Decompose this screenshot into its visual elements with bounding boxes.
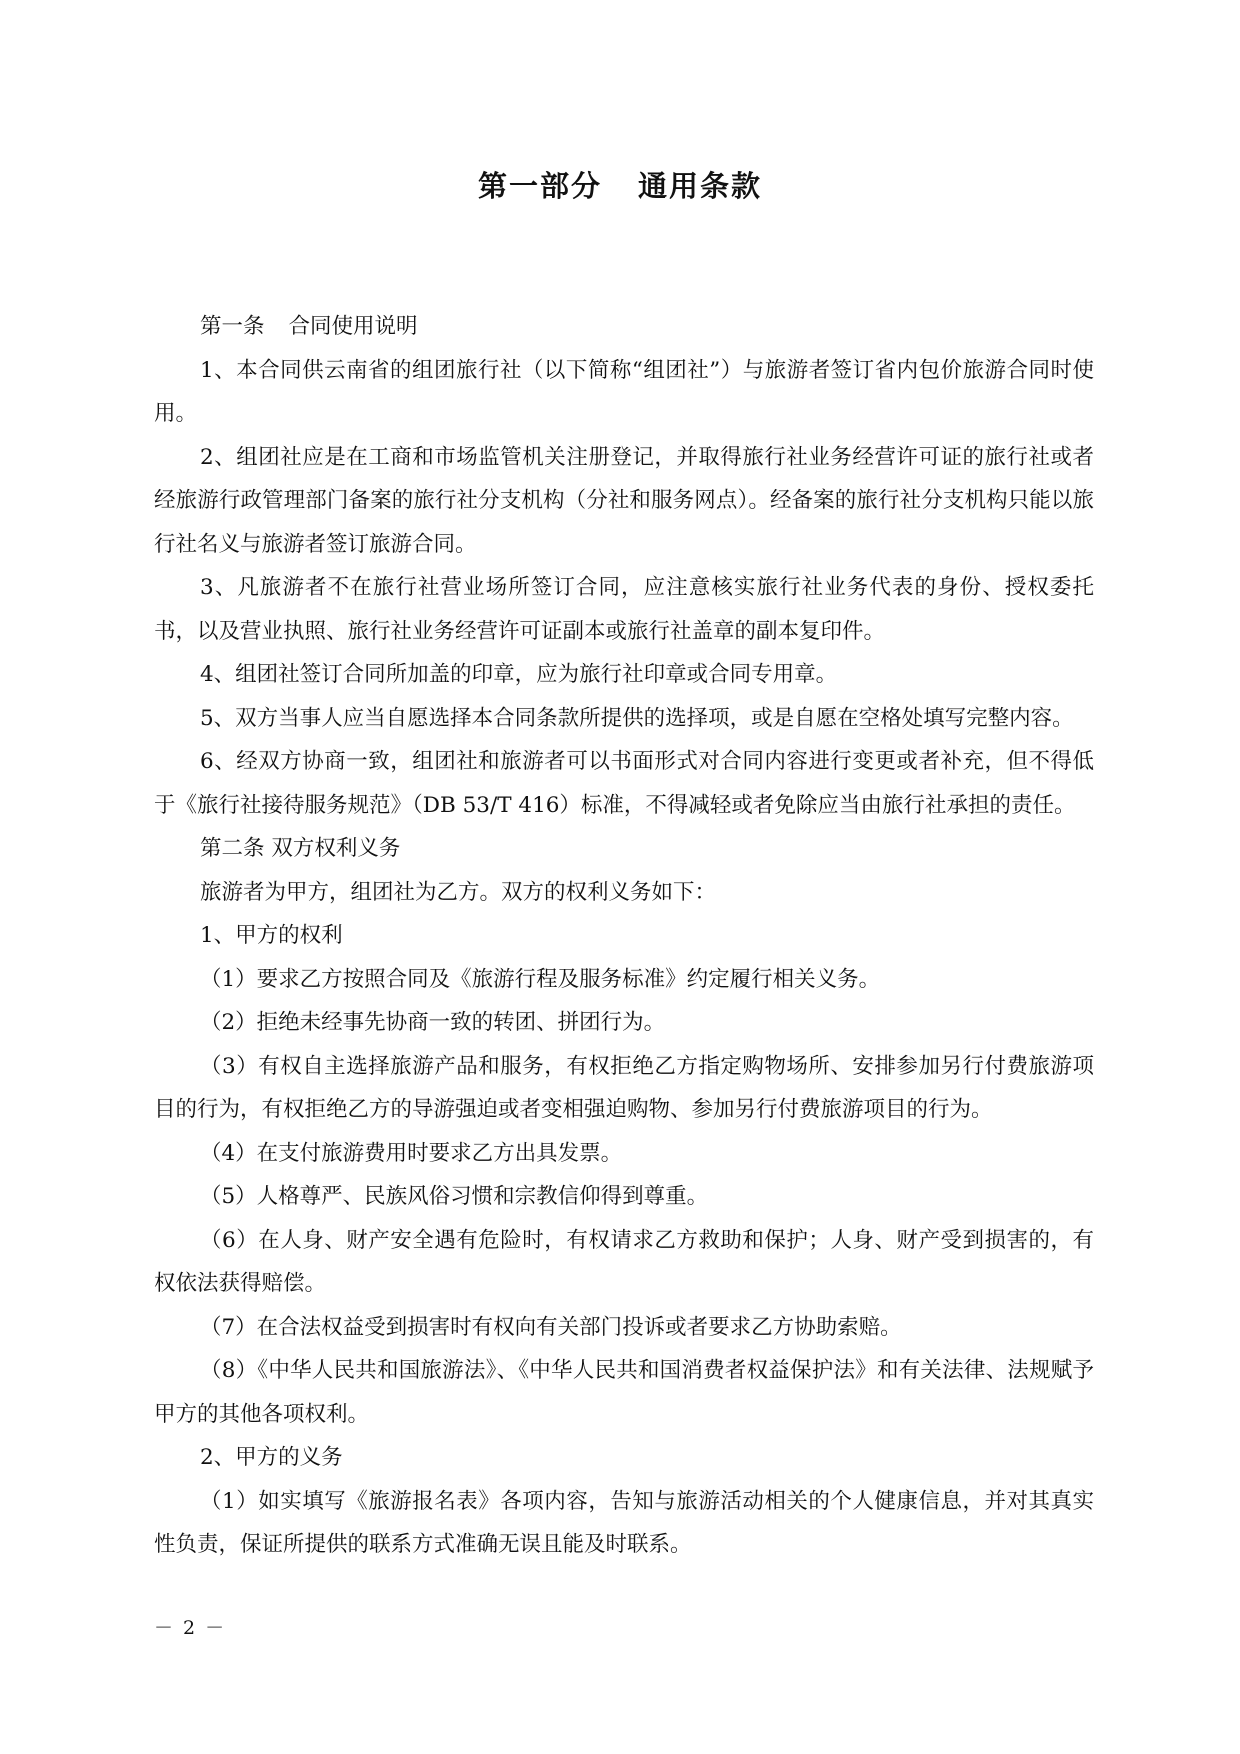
party-a-right-1: （1）要求乙方按照合同及《旅游行程及服务标准》约定履行相关义务。 — [200, 966, 881, 992]
party-a-obligation-1: （1）如实填写《旅游报名表》各项内容，告知与旅游活动相关的个人健康信息，并对其真实性负责，保证所提供的联系方式准确无误且能及时联系。 — [154, 1488, 1094, 1557]
article-1-clause-3: 3、凡旅游者不在旅行社营业场所签订合同，应注意核实旅行社业务代表的身份、授权委托书，以及营业执照、旅行社业务经营许可证副本或旅行社盖章的副本复印件。 — [154, 575, 1094, 644]
party-a-rights-heading: 1、甲方的权利 — [200, 923, 343, 948]
page-title — [0, 166, 1240, 206]
article-1-clause-6: 6、经双方协商一致，组团社和旅游者可以书面形式对合同内容进行变更或者补充，但不得低于《旅行社接待服务规范》（DB 53/T 416）标准，不得减轻或者免除应当由旅行社承担的责任。 — [154, 749, 1094, 818]
article-1-clause-4: 4、组团社签订合同所加盖的印章，应为旅行社印章或合同专用章。 — [200, 662, 838, 687]
article-1-title: 合同使用说明 — [288, 314, 418, 339]
document-body — [154, 305, 1094, 1567]
party-a-right-4: （4）在支付旅游费用时要求乙方出具发票。 — [200, 1140, 623, 1166]
party-a-right-2: （2）拒绝未经事先协商一致的转团、拼团行为。 — [200, 1010, 666, 1035]
article-1-clause-2: 2、组团社应是在工商和市场监管机关注册登记，并取得旅行社业务经营许可证的旅行社或者经旅游行政管理部门备案的旅行社分支机构（分社和服务网点）。经备案的旅行社分支机构只能以旅行社名义与旅游者签订旅游合同。 — [154, 444, 1094, 557]
title-name: 通用条款 — [638, 169, 763, 203]
party-a-obligations-heading: 2、甲方的义务 — [200, 1445, 343, 1470]
party-a-right-5: （5）人格尊严、民族风俗习惯和宗教信仰得到尊重。 — [200, 1184, 709, 1209]
page-number: － 2 － — [154, 1617, 227, 1639]
title-part: 第一部分 — [477, 169, 602, 203]
article-2-intro: 旅游者为甲方，组团社为乙方。双方的权利义务如下： — [200, 879, 717, 905]
party-a-right-8: （8）《中华人民共和国旅游法》、《中华人民共和国消费者权益保护法》和有关法律、法规赋予甲方的其他各项权利。 — [154, 1358, 1094, 1427]
party-a-right-7: （7）在合法权益受到损害时有权向有关部门投诉或者要求乙方协助索赔。 — [200, 1314, 902, 1340]
article-1-clause-5: 5、双方当事人应当自愿选择本合同条款所提供的选择项，或是自愿在空格处填写完整内容。 — [200, 705, 1074, 731]
article-1-clause-1: 1、本合同供云南省的组团旅行社（以下简称“组团社”）与旅游者签订省内包价旅游合同时使用。 — [154, 357, 1094, 426]
article-1-number: 第一条 — [200, 314, 265, 339]
party-a-right-6: （6）在人身、财产安全遇有危险时，有权请求乙方救助和保护；人身、财产受到损害的，有权依法获得赔偿。 — [154, 1227, 1094, 1296]
article-2-heading: 第二条 双方权利义务 — [200, 836, 401, 861]
party-a-right-3: （3）有权自主选择旅游产品和服务，有权拒绝乙方指定购物场所、安排参加另行付费旅游项目的行为，有权拒绝乙方的导游强迫或者变相强迫购物、参加另行付费旅游项目的行为。 — [154, 1053, 1094, 1122]
article-1-heading — [154, 305, 1094, 349]
